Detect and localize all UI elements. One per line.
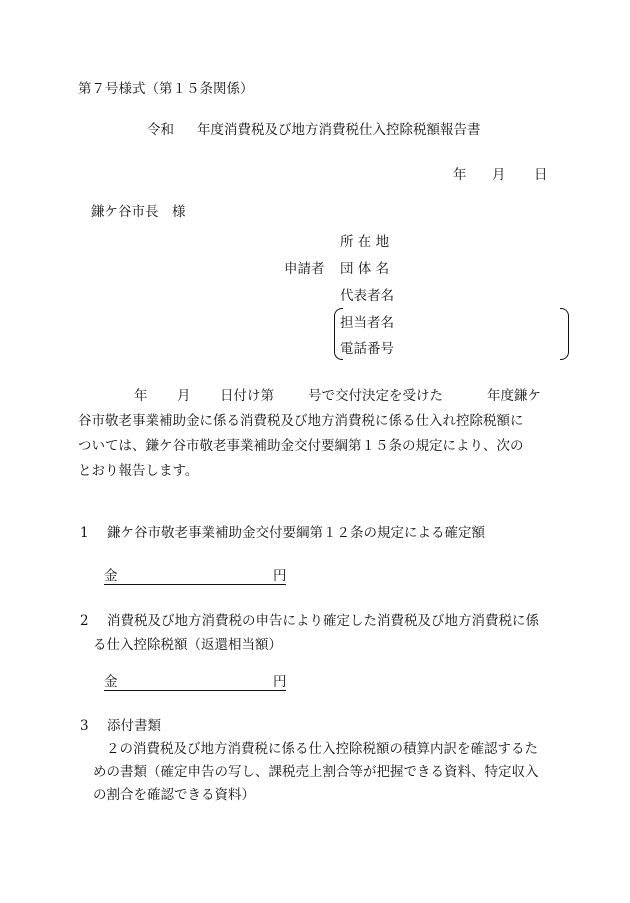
form-number: 第７号様式（第１５条関係）: [78, 81, 254, 97]
section-3-body-line-3: の割合を確認できる資料）: [93, 787, 255, 803]
intro-month: 月: [177, 388, 191, 404]
title-era: 令和: [147, 122, 174, 138]
date-year-label: 年: [453, 167, 467, 183]
phone-number-label: 電話番号: [340, 341, 394, 357]
amount-suffix: 円: [273, 674, 287, 690]
date-day-label: 日: [534, 167, 548, 183]
amount-suffix: 円: [273, 568, 287, 584]
intro-line-3: ついては、鎌ケ谷市敬老事業補助金交付要綱第１５条の規定により、次の: [78, 438, 524, 454]
amount-prefix: 金: [104, 568, 118, 584]
contact-person-label: 担当者名: [340, 315, 394, 331]
addressee: 鎌ケ谷市長 様: [91, 204, 186, 220]
applicant-label: 申請者: [284, 261, 325, 277]
section-2-text-line-1: 消費税及び地方消費税の申告により確定した消費税及び地方消費税に係: [107, 613, 539, 629]
document-title: 年度消費税及び地方消費税仕入控除税額報告書: [197, 122, 481, 138]
applicant-org-name-label: 団 体 名: [340, 261, 390, 277]
intro-year: 年: [134, 388, 148, 404]
amount-underline: [104, 690, 286, 691]
section-2-text-line-2: る仕入控除税額（返還相当額）: [93, 637, 282, 653]
intro-line-4: とおり報告します。: [78, 463, 199, 479]
applicant-address-label: 所 在 地: [340, 234, 390, 250]
section-1-text: 鎌ケ谷市敬老事業補助金交付要綱第１２条の規定による確定額: [107, 525, 485, 541]
intro-day-ref: 日付け第: [220, 388, 274, 404]
section-3-body-line-2: めの書類（確定申告の写し、課税売上割合等が把握できる資料、特定収入: [93, 764, 539, 780]
date-month-label: 月: [492, 167, 506, 183]
section-3-heading: 添付書類: [107, 718, 161, 734]
intro-decision: 号で交付決定を受けた: [308, 388, 443, 404]
section-1-number: 1: [80, 525, 89, 541]
section-3-number: 3: [80, 718, 89, 734]
amount-underline: [104, 584, 286, 585]
section-2-number: 2: [80, 613, 89, 629]
bracket-right: [560, 308, 569, 360]
applicant-representative-label: 代表者名: [340, 288, 394, 304]
intro-line-2: 谷市敬老事業補助金に係る消費税及び地方消費税に係る仕入れ控除税額に: [78, 413, 524, 429]
intro-program-year: 年度鎌ケ: [487, 388, 541, 404]
section-3-body-line-1: ２の消費税及び地方消費税に係る仕入控除税額の積算内訳を確認するた: [106, 741, 538, 757]
amount-prefix: 金: [104, 674, 118, 690]
